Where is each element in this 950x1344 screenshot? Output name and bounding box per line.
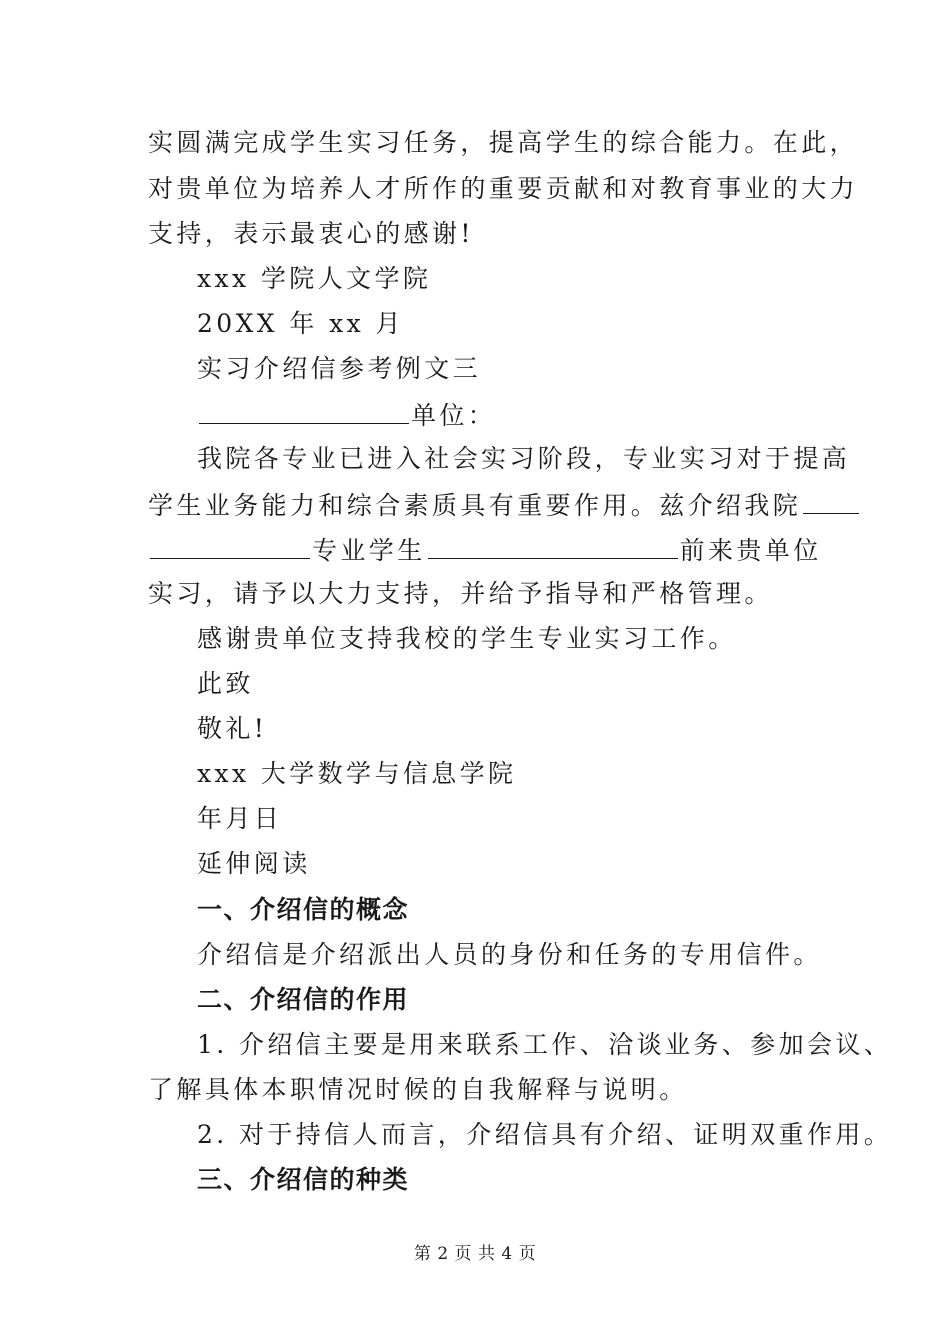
paragraph-line — [148, 534, 822, 566]
heading-types: 三、介绍信的种类 — [197, 1165, 410, 1194]
paragraph-line: 实习，请予以大力支持，并给予指导和严格管理。 — [148, 579, 773, 608]
paragraph-line: 对贵单位为培养人才所作的重要贡献和对教育事业的大力 — [148, 174, 859, 203]
signature-date: 20XX 年 xx 月 — [197, 309, 404, 338]
recipient-label: 单位： — [411, 401, 497, 430]
signature-org: xxx 学院人文学院 — [197, 264, 432, 293]
section-title: 延伸阅读 — [197, 849, 311, 878]
paragraph-line: 1. 介绍信主要是用来联系工作、洽谈业务、参加会议、 — [197, 1030, 893, 1059]
closing-line: 此致 — [197, 669, 254, 698]
paragraph-line: 了解具体本职情况时候的自我解释与说明。 — [148, 1075, 688, 1104]
paragraph-text: 学生业务能力和综合素质具有重要作用。兹介绍我院 — [148, 491, 802, 520]
paragraph-text: 专业学生 — [312, 536, 426, 565]
closing-line: 敬礼! — [197, 714, 268, 743]
page-footer: 第 2 页 共 4 页 — [413, 1244, 537, 1264]
paragraph-line: 支持，表示最衷心的感谢! — [148, 219, 474, 248]
signature-org: xxx 大学数学与信息学院 — [197, 759, 517, 788]
recipient-blank — [199, 399, 409, 424]
section-title: 实习介绍信参考例文三 — [197, 354, 482, 383]
college-blank — [803, 489, 859, 514]
recipient-line — [197, 399, 496, 431]
paragraph-line: 感谢贵单位支持我校的学生专业实习工作。 — [197, 624, 737, 653]
paragraph-line — [148, 489, 861, 521]
student-blank — [428, 534, 678, 559]
paragraph-line: 介绍信是介绍派出人员的身份和任务的专用信件。 — [197, 940, 822, 969]
heading-function: 二、介绍信的作用 — [197, 985, 410, 1014]
signature-date: 年月日 — [197, 804, 283, 833]
major-blank — [150, 534, 310, 559]
paragraph-line: 我院各专业已进入社会实习阶段，专业实习对于提高 — [197, 444, 851, 473]
paragraph-line: 实圆满完成学生实习任务，提高学生的综合能力。在此， — [148, 128, 859, 157]
paragraph-line: 2. 对于持信人而言，介绍信具有介绍、证明双重作用。 — [197, 1120, 893, 1149]
paragraph-text: 前来贵单位 — [679, 536, 822, 565]
heading-concept: 一、介绍信的概念 — [197, 895, 410, 924]
